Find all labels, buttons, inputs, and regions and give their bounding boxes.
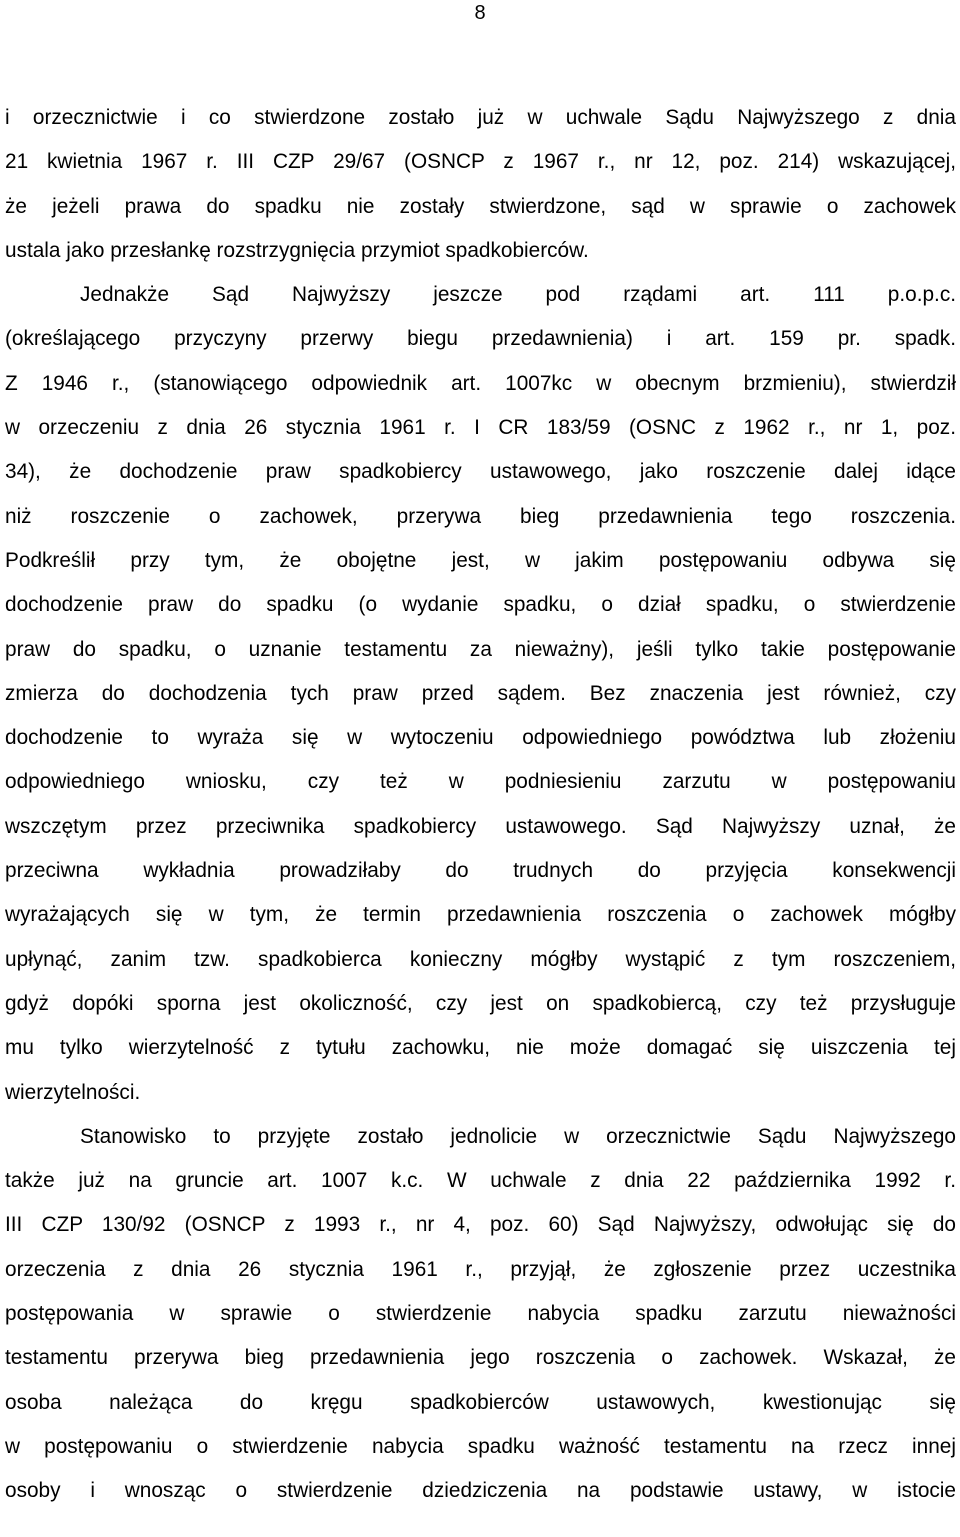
text-line: upłynąć, zanim tzw. spadkobierca konieczny mógłby wystąpić z tym roszczeniem, [5, 947, 956, 971]
text-line: wszczętym przez przeciwnika spadkobiercy ustawowego. Sąd Najwyższy uznał, że [5, 814, 956, 838]
page-number: 8 [474, 2, 486, 24]
text-line: wyrażających się w tym, że termin przedawnienia roszczenia o zachowek mógłby [5, 903, 956, 927]
text-line: orzeczenia z dnia 26 stycznia 1961 r., przyjął, że zgłoszenie przez uczestnika [5, 1257, 956, 1281]
text-line: niż roszczenie o zachowek, przerywa bieg przedawnienia tego roszczenia. [5, 504, 956, 528]
text-line: zmierza do dochodzenia tych praw przed sądem. Bez znaczenia jest również, czy [5, 681, 956, 705]
text-line: że jeżeli prawa do spadku nie zostały stwierdzone, sąd w sprawie o zachowek [5, 194, 956, 218]
text-line: osoba należąca do kręgu spadkobierców ustawowych, kwestionując się [5, 1390, 956, 1414]
text-line: III CZP 130/92 (OSNCP z 1993 r., nr 4, poz. 60) Sąd Najwyższy, odwołując się do [5, 1213, 956, 1237]
text-line: w postępowaniu o stwierdzenie nabycia spadku ważność testamentu na rzecz innej [5, 1434, 956, 1458]
text-line: także już na gruncie art. 1007 k.c. W uchwale z dnia 22 października 1992 r. [5, 1169, 956, 1193]
text-line: gdyż dopóki sporna jest okoliczność, czy jest on spadkobiercą, czy też przysługuje [5, 991, 956, 1015]
text-line: 21 kwietnia 1967 r. III CZP 29/67 (OSNCP z 1967 r., nr 12, poz. 214) wskazującej, [5, 150, 956, 174]
text-line: postępowania w sprawie o stwierdzenie nabycia spadku zarzutu nieważności [5, 1302, 956, 1326]
text-line: (określającego przyczyny przerwy biegu przedawnienia) i art. 159 pr. spadk. [5, 327, 956, 351]
text-line: odpowiedniego wniosku, czy też w podniesieniu zarzutu w postępowaniu [5, 770, 956, 794]
text-line: Z 1946 r., (stanowiącego odpowiednik art. 1007kc w obecnym brzmieniu), stwierdził [5, 371, 956, 395]
text-line: Podkreślił przy tym, że obojętne jest, w jakim postępowaniu odbywa się [5, 548, 956, 572]
text-line: i orzecznictwie i co stwierdzone zostało już w uchwale Sądu Najwyższego z dnia [5, 106, 956, 129]
text-line: mu tylko wierzytelność z tytułu zachowku, nie może domagać się uiszczenia tej [5, 1036, 956, 1060]
text-line: Jednakże Sąd Najwyższy jeszcze pod rządami art. 111 p.o.p.c. [80, 283, 956, 307]
text-line: osoby i wnosząc o stwierdzenie dziedziczenia na podstawie ustawy, w istocie [5, 1479, 956, 1503]
text-line: Stanowisko to przyjęte zostało jednolicie w orzecznictwie Sądu Najwyższego [80, 1124, 956, 1148]
text-line: ustala jako przesłankę rozstrzygnięcia przymiot spadkobierców. [5, 238, 589, 262]
document-body [5, 96, 956, 1514]
text-line: wierzytelności. [5, 1080, 141, 1104]
text-line: dochodzenie to wyraża się w wytoczeniu odpowiedniego powództwa lub złożeniu [5, 726, 956, 750]
text-line: w orzeczeniu z dnia 26 stycznia 1961 r. I CR 183/59 (OSNC z 1962 r., nr 1, poz. [5, 416, 956, 440]
text-line: 34), że dochodzenie praw spadkobiercy ustawowego, jako roszczenie dalej idące [5, 460, 956, 484]
text-line: przeciwna wykładnia prowadziłaby do trudnych do przyjęcia konsekwencji [5, 859, 956, 883]
text-line: testamentu przerywa bieg przedawnienia jego roszczenia o zachowek. Wskazał, że [5, 1346, 956, 1370]
text-line: dochodzenie praw do spadku (o wydanie spadku, o dział spadku, o stwierdzenie [5, 593, 956, 617]
text-line: praw do spadku, o uznanie testamentu za nieważny), jeśli tylko takie postępowanie [5, 637, 956, 661]
